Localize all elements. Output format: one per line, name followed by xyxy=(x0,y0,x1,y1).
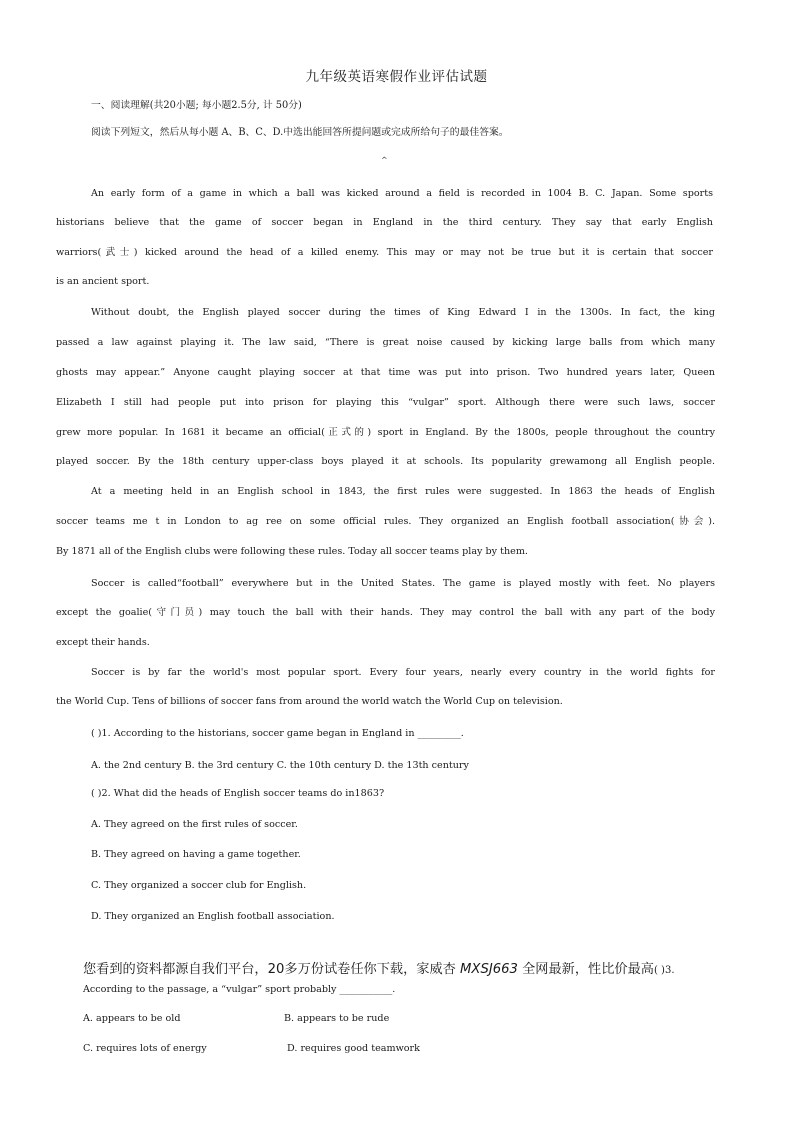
question-2-option-c: C. They organized a soccer club for English. xyxy=(91,880,307,891)
passage-p1-line1: An early form of a game in which a ball was kicked around a field is recorded in 1004 B. C. Japan. Some sports xyxy=(91,188,713,199)
question-2-option-d: D. They organized an English football association. xyxy=(91,911,335,922)
passage-p3-line2: soccer teams me t in London to ag ree on some official rules. They organized an English football association(协会). xyxy=(56,516,715,527)
question-3-number: ( )3. xyxy=(653,965,675,976)
passage-p2-line2: passed a law against playing it. The law said, “There is great noise caused by kicking large balls from which many xyxy=(56,337,715,348)
passage-p4-line2: except the goalie(守门员) may touch the ball with their hands. They may control the ball with any part of the body xyxy=(56,607,715,618)
passage-p2-line1: Without doubt, the English played soccer during the times of King Edward I in the 1300s. In fact, the king xyxy=(91,307,715,318)
passage-p1-line4: is an ancient sport. xyxy=(56,276,150,287)
passage-p1-line2: historians believe that the game of soccer began in England in the third century. They say that early English xyxy=(56,217,713,228)
passage-p4-line3: except their hands. xyxy=(56,637,150,648)
question-2-option-a: A. They agreed on the first rules of soccer. xyxy=(91,819,298,830)
instruction: 阅读下列短文，然后从每小题 A、B、C、D.中选出能回答所提问题或完成所给句子的最佳答案。 xyxy=(91,127,509,138)
promo-code: MXSJ663 xyxy=(460,962,518,977)
question-3-option-a: A. appears to be old xyxy=(83,1013,181,1024)
promo-banner xyxy=(83,958,675,977)
passage-p2-line3: ghosts may appear.” Anyone caught playing soccer at that time was put into prison. Two hundred years later, Queen xyxy=(56,367,715,378)
passage-p3-line3: By 1871 all of the English clubs were following these rules. Today all soccer teams play by them. xyxy=(56,546,528,557)
question-3-option-c: C. requires lots of energy xyxy=(83,1043,207,1054)
question-2-option-b: B. They agreed on having a game together. xyxy=(91,849,301,860)
caret-mark: ^ xyxy=(381,156,388,165)
question-1-options: A. the 2nd century B. the 3rd century C. the 10th century D. the 13th century xyxy=(91,760,469,771)
question-1-stem: ( )1. According to the historians, soccer game began in England in _________. xyxy=(91,728,464,739)
passage-p5-line1: Soccer is by far the world's most popular sport. Every four years, nearly every country in the world fights for xyxy=(91,667,715,678)
promo-text-2: 全网最新，性比价最高 xyxy=(517,962,654,977)
passage-p1-line3: warriors(武士) kicked around the head of a killed enemy. This may or may not be true but it is certain that soccer xyxy=(56,247,713,258)
passage-p5-line2: the World Cup. Tens of billions of soccer fans from around the world watch the World Cup on television. xyxy=(56,696,563,707)
question-3-stem: According to the passage, a “vulgar” sport probably ___________. xyxy=(83,984,396,995)
question-3-option-b: B. appears to be rude xyxy=(284,1013,390,1024)
passage-p2-line5: grew more popular. In 1681 it became an official(正式的) sport in England. By the 1800s, people throughout the country xyxy=(56,427,715,438)
promo-text: 您看到的资料都源自我们平台，20多万份试卷任你下载，家威杏 xyxy=(83,962,461,977)
page-title: 九年级英语寒假作业评估试题 xyxy=(305,69,488,85)
passage-p2-line4: Elizabeth I still had people put into prison for playing this “vulgar” sport. Although there were such laws, soccer xyxy=(56,397,715,408)
passage-p4-line1: Soccer is called“football” everywhere but in the United States. The game is played mostly with feet. No players xyxy=(91,578,715,589)
passage-p2-line6: played soccer. By the 18th century upper-class boys played it at schools. Its popularity grewamong all English people. xyxy=(56,456,715,467)
passage-p3-line1: At a meeting held in an English school in 1843, the first rules were suggested. In 1863 the heads of English xyxy=(91,486,715,497)
question-2-stem: ( )2. What did the heads of English soccer teams do in1863? xyxy=(91,788,385,799)
question-3-option-d: D. requires good teamwork xyxy=(287,1043,420,1054)
section-heading: 一、阅读理解(共20小题; 每小题2.5分, 计 50分) xyxy=(91,100,302,111)
